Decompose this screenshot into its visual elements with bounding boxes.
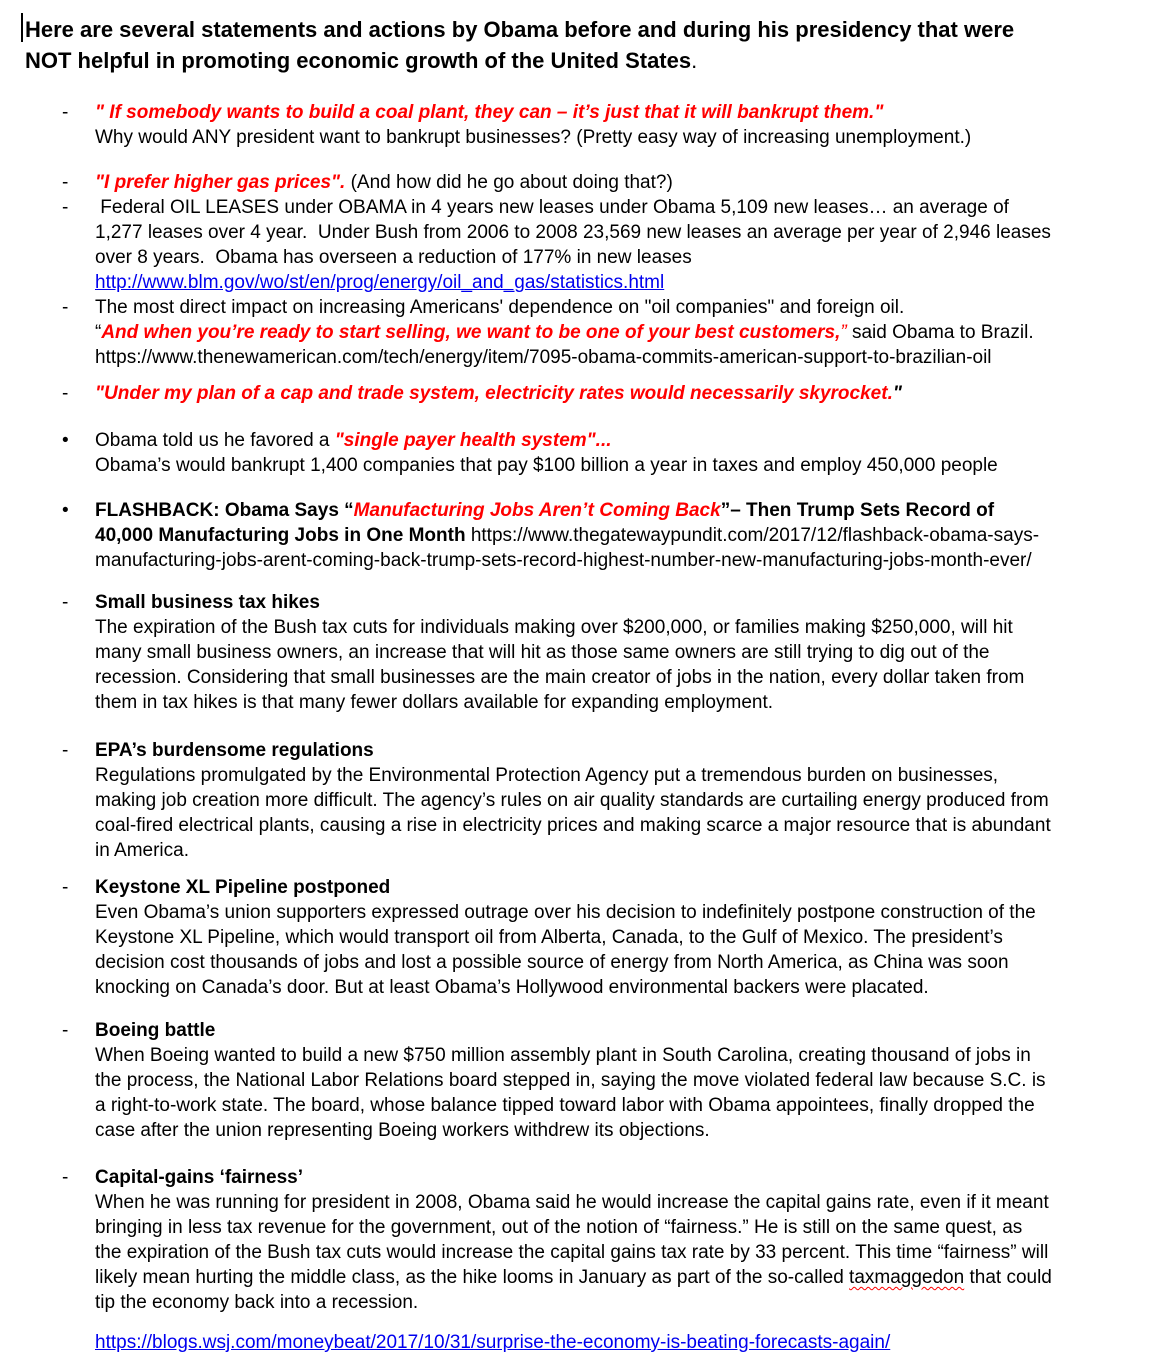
- text-segment: When he was running for president in 2008, Obama said he would increase the capital gains rate, even if it meant: [95, 1192, 1049, 1213]
- text-line: [95, 925, 1132, 950]
- text-line: [95, 738, 1132, 763]
- intro-title: [25, 14, 1132, 76]
- text-segment: 1,277 leases over 4 year. Under Bush from 2006 to 2008 23,569 new leases an average per year of 2,946 leases: [95, 222, 1051, 243]
- bullet-marker: -: [62, 297, 69, 318]
- text-line: [95, 295, 1132, 320]
- text-line: [95, 498, 1132, 523]
- hyperlink[interactable]: https://blogs.wsj.com/moneybeat/2017/10/31/surprise-the-economy-is-beating-forecasts-again/: [95, 1332, 891, 1353]
- text-segment: said Obama to Brazil.: [846, 322, 1034, 343]
- text-line: [95, 320, 1132, 345]
- text-segment: “: [95, 322, 102, 343]
- text-line: [95, 665, 1132, 690]
- text-line: [95, 640, 1132, 665]
- text-line: [95, 1190, 1132, 1215]
- text-segment: .: [691, 48, 698, 73]
- text-segment: (And how did he go about doing that?): [345, 172, 673, 193]
- single-payer: [25, 428, 1132, 478]
- text-segment: many small business owners, an increase that will hit as those same owners are still trying to dig out of the: [95, 642, 990, 663]
- text-line: [95, 1330, 1132, 1355]
- text-line: [95, 270, 1132, 295]
- text-line: [95, 1018, 1132, 1043]
- text-segment: Why would ANY president want to bankrupt businesses? (Pretty easy way of increasing unemployment.): [95, 127, 972, 148]
- text-line: [95, 615, 1132, 640]
- document-content[interactable]: [25, 14, 1132, 1355]
- text-line: [95, 1240, 1132, 1265]
- text-segment: Manufacturing Jobs Aren’t Coming Back: [353, 500, 721, 521]
- text-segment: ”– Then Trump Sets Record of: [720, 500, 995, 521]
- text-line: [95, 453, 1132, 478]
- text-segment: likely mean hurting the middle class, as the hike looms in January as part of the so-called: [95, 1267, 850, 1288]
- boeing-battle: [25, 1018, 1132, 1143]
- text-segment: case after the union representing Boeing workers withdrew its objections.: [95, 1120, 710, 1141]
- text-line: [95, 1043, 1132, 1068]
- text-segment: Keystone XL Pipeline postponed: [95, 877, 391, 898]
- text-segment: Even Obama’s union supporters expressed outrage over his decision to indefinitely postpone construction of the: [95, 902, 1036, 923]
- text-segment: When Boeing wanted to build a new $750 million assembly plant in South Carolina, creating thousand of jobs in: [95, 1045, 1031, 1066]
- text-line: [95, 690, 1132, 715]
- text-line: [95, 548, 1132, 573]
- oil-leases: [25, 195, 1132, 295]
- bullet-marker: -: [62, 383, 69, 404]
- text-segment: 40,000 Manufacturing Jobs in One Month: [95, 525, 471, 546]
- bullet-marker: -: [62, 197, 69, 218]
- text-line: [95, 381, 1132, 406]
- text-segment: ": [892, 383, 902, 404]
- text-line: [25, 14, 1132, 45]
- text-line: [25, 45, 1132, 76]
- text-segment: them in tax hikes is that many fewer dollars available for expanding employment.: [95, 692, 774, 713]
- text-segment: Keystone XL Pipeline, which would transport oil from Alberta, Canada, to the Gulf of Mexico. The president’s: [95, 927, 1003, 948]
- gas-prices-quote: [25, 170, 1132, 195]
- text-line: [95, 950, 1132, 975]
- text-segment: bringing in less tax revenue for the government, out of the notion of “fairness.” He is still on the same quest, as: [95, 1217, 1023, 1238]
- text-segment: knocking on Canada’s door. But at least Obama’s Hollywood environmental backers were placated.: [95, 977, 929, 998]
- text-line: [95, 1093, 1132, 1118]
- text-line: [95, 875, 1132, 900]
- text-line: [95, 1165, 1132, 1190]
- text-line: [95, 838, 1132, 863]
- text-segment: Capital-gains ‘fairness’: [95, 1167, 304, 1188]
- text-line: [95, 900, 1132, 925]
- text-segment: "single payer health system"...: [334, 430, 612, 451]
- bullet-marker: -: [62, 1020, 69, 1041]
- text-segment: Small business tax hikes: [95, 592, 320, 613]
- text-segment: Obama’s would bankrupt 1,400 companies that pay $100 billion a year in taxes and employ 450,000 people: [95, 455, 998, 476]
- bullet-marker: -: [62, 740, 69, 761]
- text-segment: in America.: [95, 840, 189, 861]
- text-segment: manufacturing-jobs-arent-coming-back-trump-sets-record-highest-number-new-manufacturing-jobs-month-ever/: [95, 550, 1032, 571]
- text-line: [95, 428, 1132, 453]
- hyperlink[interactable]: http://www.blm.gov/wo/st/en/prog/energy/oil_and_gas/statistics.html: [95, 272, 665, 293]
- bullet-marker: •: [62, 500, 69, 521]
- text-segment: https://www.thenewamerican.com/tech/energy/item/7095-obama-commits-american-support-to-brazilian-oil: [95, 347, 992, 368]
- text-segment: "I prefer higher gas prices".: [95, 172, 346, 193]
- text-segment: Boeing battle: [95, 1020, 216, 1041]
- cap-and-trade-quote: [25, 381, 1132, 406]
- flashback-manufacturing: [25, 498, 1132, 573]
- text-segment: ”: [840, 322, 847, 343]
- text-line: [95, 1265, 1132, 1290]
- text-line: [95, 1118, 1132, 1143]
- text-segment: The most direct impact on increasing Americans' dependence on "oil companies" and foreign oil.: [95, 297, 905, 318]
- oil-dependence: [25, 295, 1132, 370]
- coal-plant-quote: [25, 100, 1132, 150]
- text-segment: making job creation more difficult. The agency’s rules on air quality standards are curtailing energy produced from: [95, 790, 1049, 811]
- text-line: [95, 345, 1132, 370]
- text-segment: And when you’re ready to start selling, we want to be one of your best customers,: [101, 322, 841, 343]
- text-segment: " If somebody wants to build a coal plant, they can – it’s just that it will bankrupt them.": [95, 102, 884, 123]
- text-segment: EPA’s burdensome regulations: [95, 740, 374, 761]
- text-segment: "Under my plan of a cap and trade system, electricity rates would necessarily skyrocket.: [95, 383, 893, 404]
- epa-regulations: [25, 738, 1132, 863]
- small-business-tax-hikes: [25, 590, 1132, 715]
- text-line: [95, 170, 1132, 195]
- text-line: [95, 590, 1132, 615]
- bullet-marker: -: [62, 592, 69, 613]
- text-segment: coal-fired electrical plants, causing a rise in electricity prices and making scarce a major resource that is abundant: [95, 815, 1051, 836]
- text-segment: tip the economy back into a recession.: [95, 1292, 419, 1313]
- text-segment: a right-to-work state. The board, whose balance tipped toward labor with Obama appointees, finally dropped the: [95, 1095, 1035, 1116]
- text-segment: the expiration of the Bush tax cuts would increase the capital gains tax rate by 33 percent. This time “fairness” will: [95, 1242, 1049, 1263]
- text-segment: decision cost thousands of jobs and lost a possible source of energy from North America, as China was soon: [95, 952, 1009, 973]
- text-line: [95, 1290, 1132, 1315]
- text-segment: Regulations promulgated by the Environmental Protection Agency put a tremendous burden on businesses,: [95, 765, 999, 786]
- text-segment: the process, the National Labor Relations board stepped in, saying the move violated federal law because S.C. is: [95, 1070, 1046, 1091]
- text-segment: that could: [964, 1267, 1052, 1288]
- text-line: [95, 125, 1132, 150]
- text-line: [95, 100, 1132, 125]
- text-segment: recession. Considering that small businesses are the main creator of jobs in the nation, every dollar taken from: [95, 667, 1025, 688]
- text-line: [95, 975, 1132, 1000]
- text-segment: The expiration of the Bush tax cuts for individuals making over $200,000, or families making $250,000, will hit: [95, 617, 1013, 638]
- bullet-marker: -: [62, 1167, 69, 1188]
- text-line: [95, 813, 1132, 838]
- text-segment: Federal OIL LEASES under OBAMA in 4 years new leases under Obama 5,109 new leases… an average of: [95, 197, 1009, 218]
- bullet-marker: -: [62, 877, 69, 898]
- text-line: [95, 245, 1132, 270]
- bullet-marker: -: [62, 172, 69, 193]
- wsj-link: [25, 1330, 1132, 1355]
- text-cursor: [21, 13, 23, 42]
- text-line: [95, 788, 1132, 813]
- text-line: [95, 523, 1132, 548]
- text-segment: Obama told us he favored a: [95, 430, 335, 451]
- bullet-marker: -: [62, 102, 69, 123]
- text-segment: https://www.thegatewaypundit.com/2017/12/flashback-obama-says-: [470, 525, 1040, 546]
- capital-gains-fairness: [25, 1165, 1132, 1315]
- keystone-pipeline: [25, 875, 1132, 1000]
- text-segment: over 8 years. Obama has overseen a reduction of 177% in new leases: [95, 247, 692, 268]
- text-line: [95, 763, 1132, 788]
- text-segment: Here are several statements and actions by Obama before and during his presidency that were: [25, 17, 1015, 42]
- text-segment: taxmaggedon: [849, 1267, 965, 1288]
- text-segment: NOT helpful in promoting economic growth of the United States: [25, 48, 692, 73]
- text-segment: FLASHBACK: Obama Says “: [95, 500, 354, 521]
- text-line: [95, 195, 1132, 220]
- text-line: [95, 220, 1132, 245]
- text-line: [95, 1068, 1132, 1093]
- text-line: [95, 1215, 1132, 1240]
- bullet-marker: •: [62, 430, 69, 451]
